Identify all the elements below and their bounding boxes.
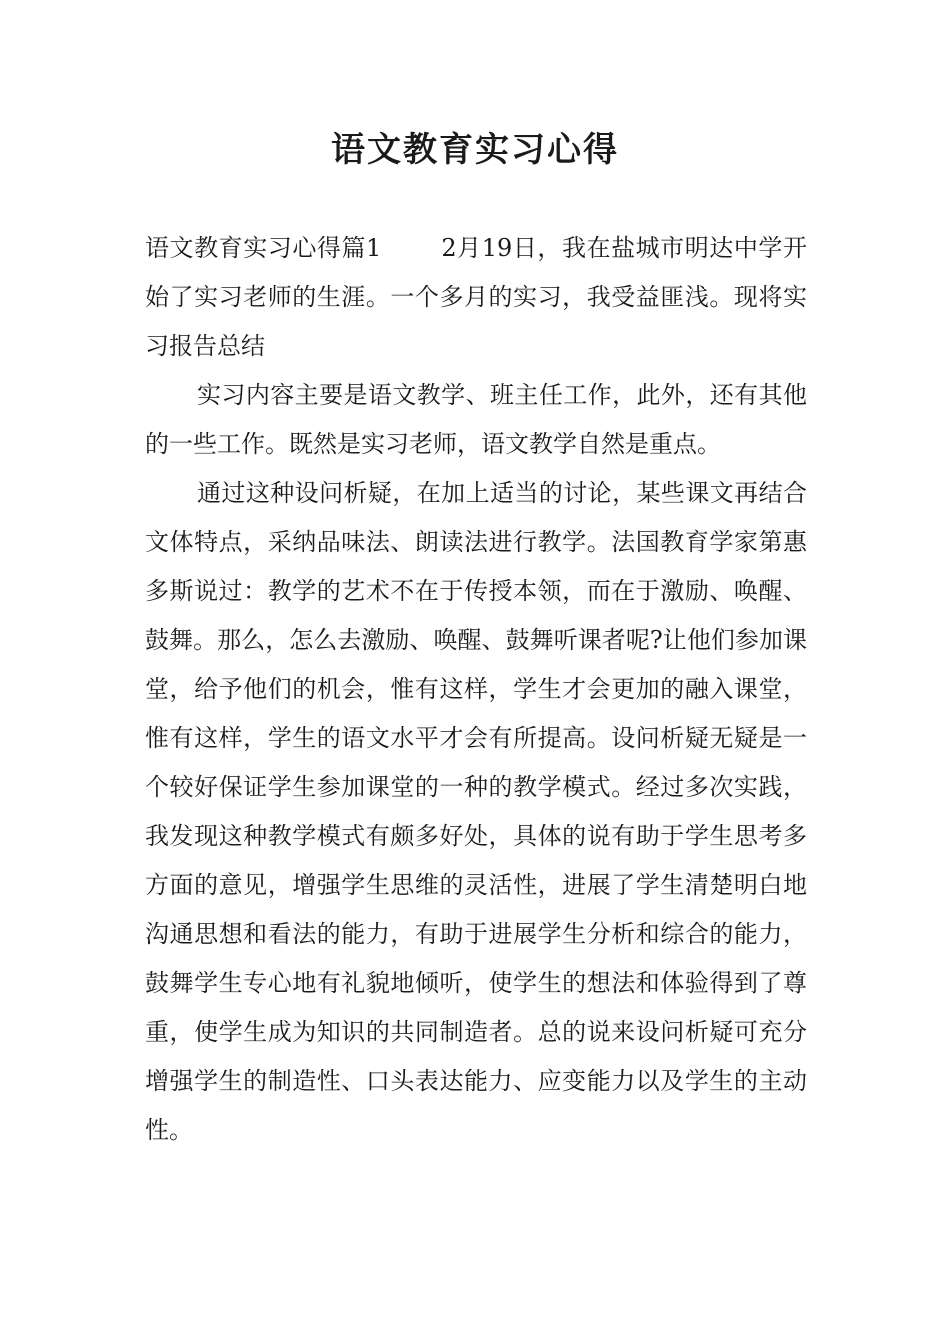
intro-heading: 语文教育实习心得篇1 bbox=[145, 234, 382, 262]
body-paragraph-1: 实习内容主要是语文教学、班主任工作，此外，还有其他的一些工作。既然是实习老师，语文教学自然是重点。 bbox=[145, 381, 807, 458]
document-title: 语文教育实习心得 bbox=[331, 130, 619, 170]
document-body bbox=[145, 224, 807, 1155]
intro-paragraph bbox=[145, 224, 807, 371]
intro-text: 2月19日，我在盐城市明达中学开始了实习老师的生涯。一个多月的实习，我受益匪浅。现将实习报告总结 bbox=[145, 234, 807, 360]
body-paragraph-2: 通过这种设问析疑，在加上适当的讨论，某些课文再结合文体特点，采纳品味法、朗读法进行教学。法国教育学家第惠多斯说过：教学的艺术不在于传授本领，而在于激励、唤醒、鼓舞。那么，怎么去激励、唤醒、鼓舞听课者呢?让他们参加课堂，给予他们的机会，惟有这样，学生才会更加的融入课堂，惟有这样，学生的语文水平才会有所提高。设问析疑无疑是一个较好保证学生参加课堂的一种的教学模式。经过多次实践，我发现这种教学模式有颇多好处，具体的说有助于学生思考多方面的意见，增强学生思维的灵活性，进展了学生清楚明白地沟通思想和看法的能力，有助于进展学生分析和综合的能力，鼓舞学生专心地有礼貌地倾听，使学生的想法和体验得到了尊重，使学生成为知识的共同制造者。总的说来设问析疑可充分增强学生的制造性、口头表达能力、应变能力以及学生的主动性。 bbox=[145, 479, 807, 1144]
